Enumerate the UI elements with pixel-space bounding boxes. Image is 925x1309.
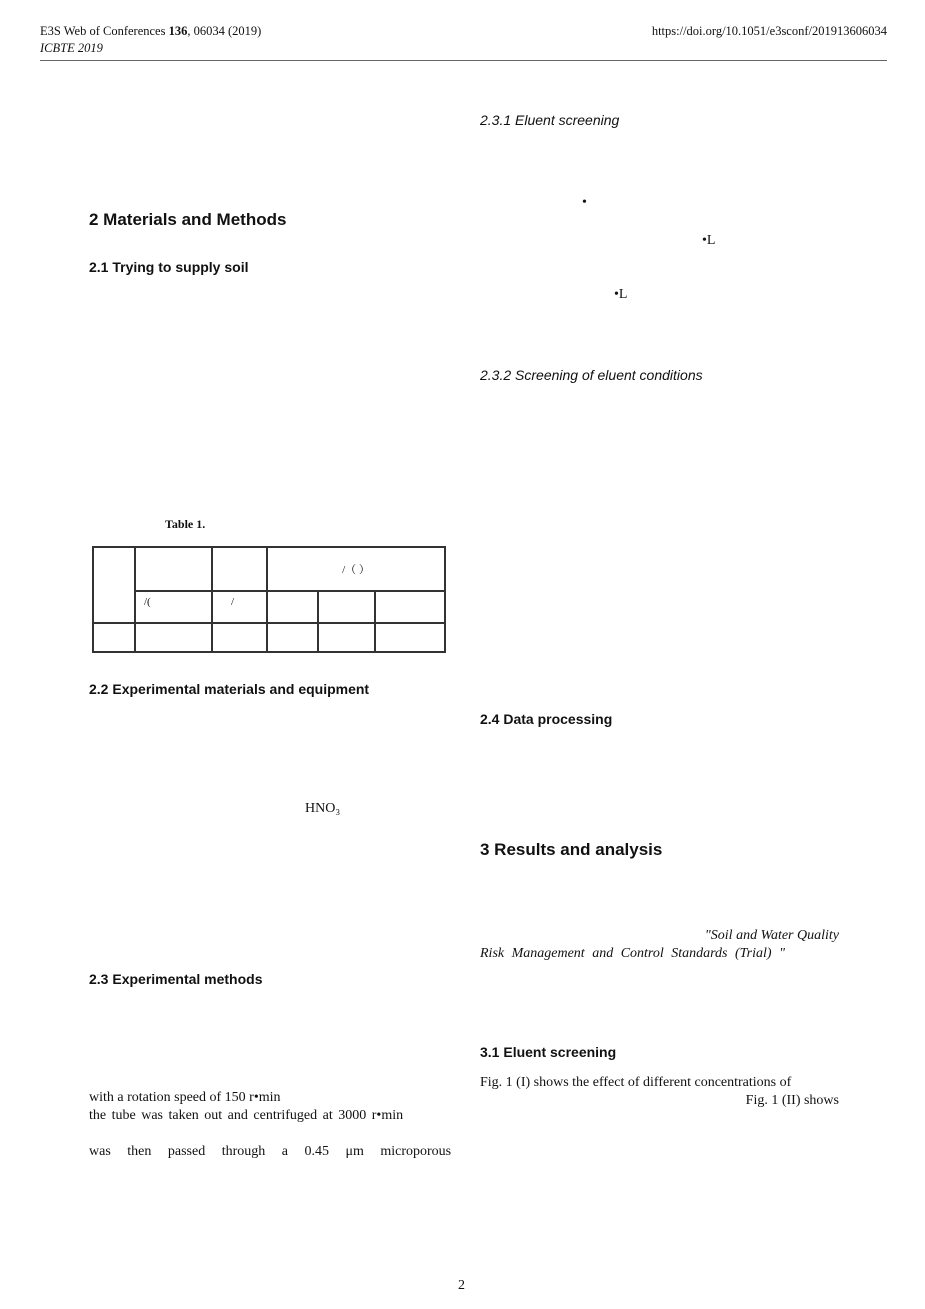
body-text: the tube was taken out and centrifuged at 3000 r•min [89, 1108, 404, 1123]
table-cell [93, 623, 135, 652]
body-text: "Soil and Water Quality [704, 928, 839, 943]
subsubsection-heading: 2.3.1 Eluent screening [480, 112, 620, 128]
body-text: was then passed through a 0.45 μm microporous [89, 1144, 452, 1159]
table-cell [267, 623, 318, 652]
table-header-cell: /（ ） [267, 547, 445, 591]
table-cell [135, 547, 212, 591]
doi-link[interactable]: https://doi.org/10.1051/e3sconf/201913606034 [651, 24, 887, 38]
page-number: 2 [458, 1278, 465, 1293]
table-cell: / [212, 591, 267, 623]
table-cell: /( [135, 591, 212, 623]
body-text: HNO₃ [305, 801, 341, 816]
header-rule [40, 60, 887, 61]
section-heading: 3 Results and analysis [480, 840, 663, 859]
table-cell [135, 623, 212, 652]
article-number: , 06034 [187, 24, 225, 38]
data-table [92, 546, 446, 653]
subsection-heading: 2.2 Experimental materials and equipment [89, 681, 370, 697]
table-cell [212, 623, 267, 652]
body-text: with a rotation speed of 150 r•min [89, 1090, 281, 1105]
table-cell [375, 623, 445, 652]
body-text: •L [702, 233, 716, 248]
year: (2019) [227, 24, 262, 38]
body-text: Fig. 1 (I) shows the effect of different concentrations of [480, 1075, 792, 1090]
subsubsection-heading: 2.3.2 Screening of eluent conditions [480, 367, 703, 383]
table-cell [318, 591, 375, 623]
journal-name: E3S Web of Conferences [40, 24, 166, 38]
subsection-heading: 3.1 Eluent screening [480, 1044, 617, 1060]
subsection-heading: 2.1 Trying to supply soil [89, 259, 249, 275]
table-cell [93, 547, 135, 623]
body-text: • [582, 195, 587, 210]
section-heading: 2 Materials and Methods [89, 210, 287, 229]
table-cell [267, 591, 318, 623]
body-text: Fig. 1 (II) shows [745, 1093, 839, 1108]
conference-name: ICBTE 2019 [40, 41, 103, 55]
body-text: •L [614, 287, 628, 302]
table-cell [212, 547, 267, 591]
table-cell [375, 591, 445, 623]
volume: 136 [168, 24, 188, 38]
body-text: Risk Management and Control Standards (Trial) " [480, 946, 785, 961]
subsection-heading: 2.3 Experimental methods [89, 971, 263, 987]
subsection-heading: 2.4 Data processing [480, 711, 613, 727]
journal-citation [40, 24, 261, 39]
table-caption: Table 1. [165, 517, 206, 531]
table-cell [318, 623, 375, 652]
